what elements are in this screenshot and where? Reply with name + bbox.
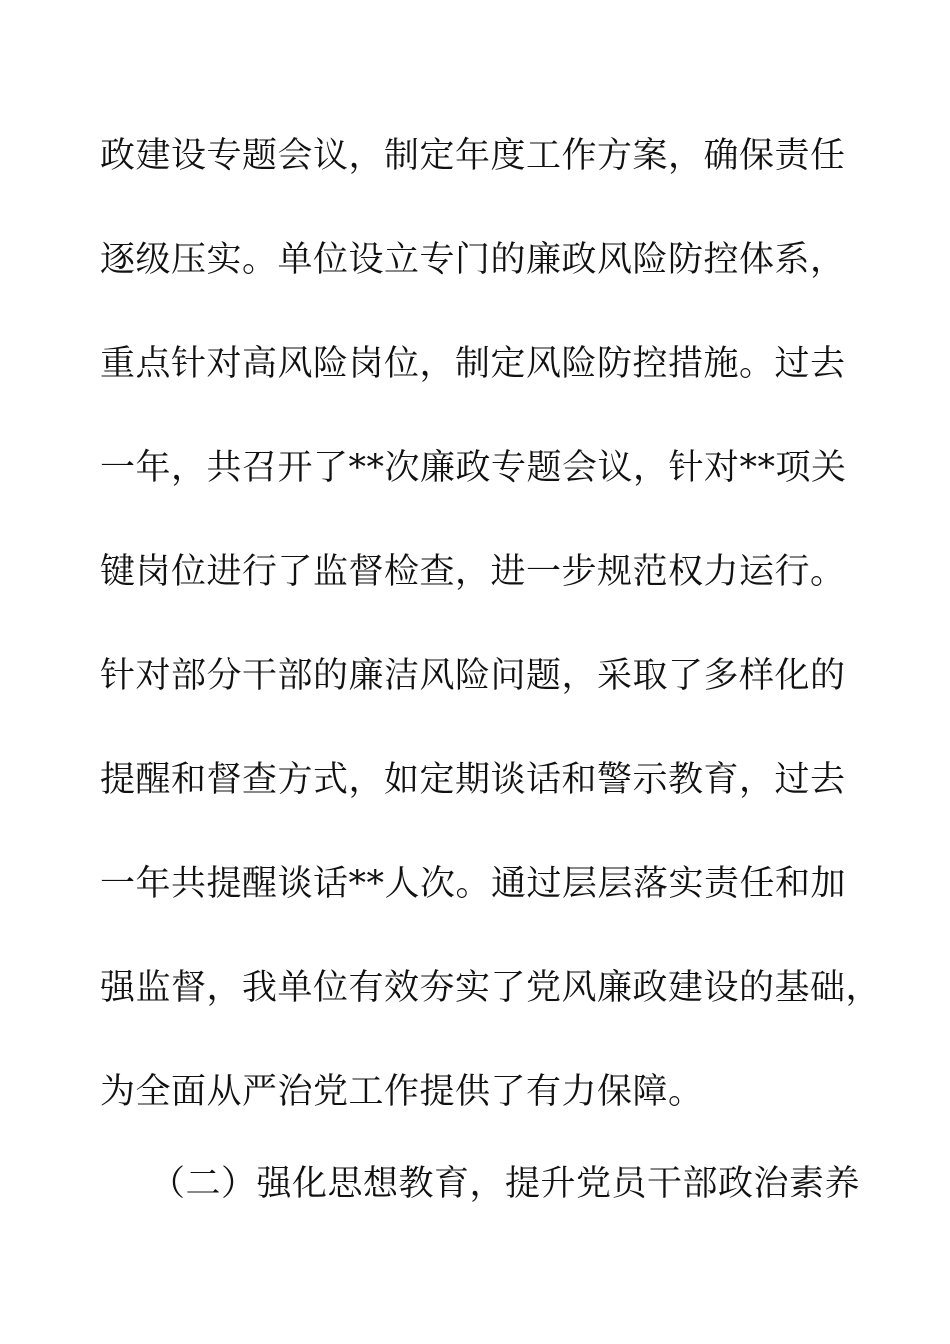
body-text-line: 重点针对高风险岗位，制定风险防控措施。过去 (100, 344, 846, 384)
section-heading: （二）强化思想教育，提升党员干部政治素养 (150, 1164, 861, 1204)
body-text-line: 政建设专题会议，制定年度工作方案，确保责任 (100, 136, 846, 176)
body-text-line: 针对部分干部的廉洁风险问题，采取了多样化的 (100, 656, 846, 696)
body-text-line: 一年，共召开了**次廉政专题会议，针对**项关 (100, 448, 847, 488)
body-text-line: 为全面从严治党工作提供了有力保障。 (100, 1072, 704, 1112)
body-text-line: 一年共提醒谈话**人次。通过层层落实责任和加 (100, 864, 847, 904)
body-text-line: 键岗位进行了监督检查，进一步规范权力运行。 (100, 552, 846, 592)
body-text-line: 提醒和督查方式，如定期谈话和警示教育，过去 (100, 760, 846, 800)
body-text-line: 逐级压实。单位设立专门的廉政风险防控体系， (100, 240, 846, 280)
body-text-line: 强监督，我单位有效夯实了党风廉政建设的基础， (100, 968, 882, 1008)
